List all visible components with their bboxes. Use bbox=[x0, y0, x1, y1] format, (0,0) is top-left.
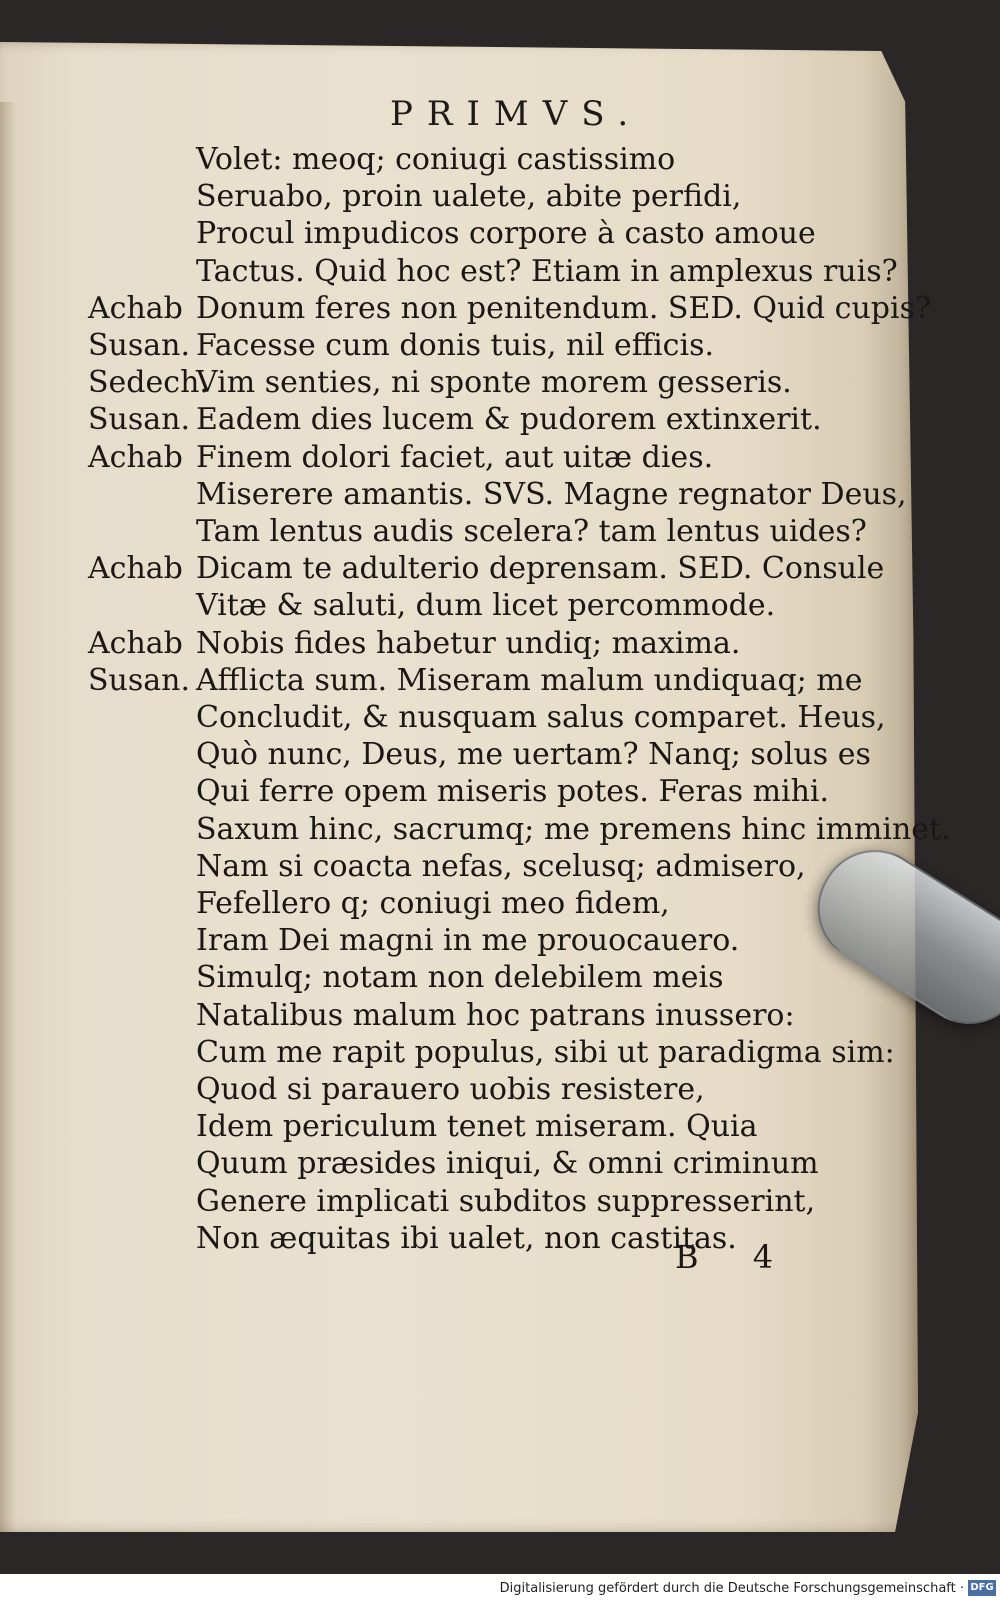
funding-credit: Digitalisierung gefördert durch die Deutsche Forschungsgemeinschaft · bbox=[499, 1581, 964, 1596]
verse-line: Concludit, & nusquam salus comparet. Heus, bbox=[196, 700, 886, 735]
speaker-label: Achab bbox=[88, 440, 183, 475]
verse-line: Vitæ & saluti, dum licet percommode. bbox=[196, 588, 776, 623]
verse-line: Cum me rapit populus, sibi ut paradigma sim: bbox=[196, 1035, 895, 1070]
verse-line: Genere implicati subditos suppresserint, bbox=[196, 1184, 816, 1219]
verse-line: Volet: meoq; coniugi castissimo bbox=[196, 142, 676, 177]
verse-line: Fefellero q; coniugi meo fidem, bbox=[196, 886, 670, 921]
page-gutter-shadow bbox=[0, 102, 16, 1562]
verse-line: Iram Dei magni in me prouocauero. bbox=[196, 923, 740, 958]
verse-line: Miserere amantis. SVS. Magne regnator Deus, bbox=[196, 477, 907, 512]
running-head: PRIMVS. bbox=[390, 94, 643, 134]
verse-line: Nobis fides habetur undiq; maxima. bbox=[196, 626, 741, 661]
verse-line: Eadem dies lucem & pudorem extinxerit. bbox=[196, 402, 822, 437]
verse-line: Seruabo, proin ualete, abite perfidi, bbox=[196, 179, 742, 214]
verse-line: Nam si coacta nefas, scelusq; admisero, bbox=[196, 849, 806, 884]
dfg-logo: DFG bbox=[968, 1580, 996, 1596]
verse-line: Quum præsides iniqui, & omni criminum bbox=[196, 1146, 819, 1181]
verse-line: Non æquitas ibi ualet, non castitas. bbox=[196, 1221, 737, 1256]
verse-line: Natalibus malum hoc patrans inussero: bbox=[196, 998, 795, 1033]
verse-line: Tactus. Quid hoc est? Etiam in amplexus ruis? bbox=[196, 254, 898, 289]
verse-line: Idem periculum tenet miseram. Quia bbox=[196, 1109, 758, 1144]
verse-line: Quod si parauero uobis resistere, bbox=[196, 1072, 705, 1107]
verse-line: Facesse cum donis tuis, nil efficis. bbox=[196, 328, 714, 363]
verse-line: Afflicta sum. Miseram malum undiquaq; me bbox=[196, 663, 863, 698]
verse-line: Finem dolori faciet, aut uitæ dies. bbox=[196, 440, 714, 475]
speaker-label: Achab bbox=[88, 291, 183, 326]
speaker-label: Susan. bbox=[88, 402, 191, 437]
verse-line: Quò nunc, Deus, me uertam? Nanq; solus es bbox=[196, 737, 871, 772]
verse-line: Dicam te adulterio deprensam. SED. Consule bbox=[196, 551, 885, 586]
verse-line: Saxum hinc, sacrumq; me premens hinc imminet. bbox=[196, 812, 951, 847]
verse-line: Tam lentus audis scelera? tam lentus uides? bbox=[196, 514, 867, 549]
speaker-label: Achab bbox=[88, 626, 183, 661]
speaker-label: Susan. bbox=[88, 663, 191, 698]
verse-line: Qui ferre opem miseris potes. Feras mihi. bbox=[196, 774, 830, 809]
verse-line: Donum feres non penitendum. SED. Quid cupis? bbox=[196, 291, 932, 326]
speaker-label: Sedech. bbox=[88, 365, 209, 400]
signature-mark: B 4 bbox=[675, 1238, 796, 1276]
speaker-label: Achab bbox=[88, 551, 183, 586]
verse-line: Procul impudicos corpore à casto amoue bbox=[196, 216, 816, 251]
verse-line: Vim senties, ni sponte morem gesseris. bbox=[196, 365, 792, 400]
verse-line: Simulq; notam non delebilem meis bbox=[196, 960, 724, 995]
footer-bar bbox=[0, 1574, 1000, 1604]
speaker-label: Susan. bbox=[88, 328, 191, 363]
